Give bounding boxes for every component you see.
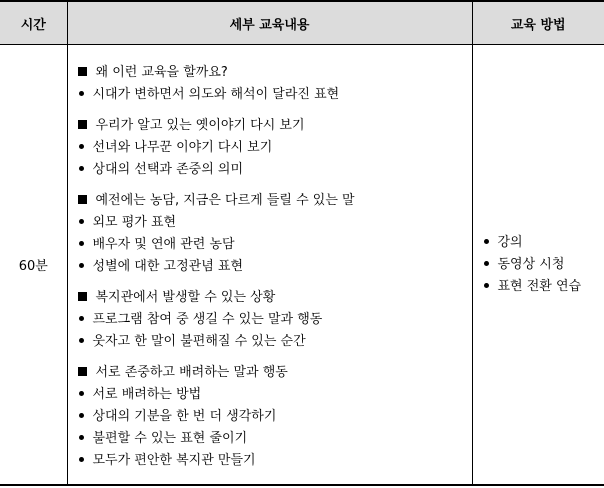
method-item: 동영상 시청 (480, 254, 604, 276)
header-time: 시간 (0, 1, 67, 45)
dot-bullet-icon (484, 283, 489, 288)
dot-bullet-icon (79, 457, 84, 462)
dot-bullet-icon (79, 391, 84, 396)
dot-bullet-icon (79, 91, 84, 96)
section-title: 왜 이런 교육을 할까요? (75, 62, 472, 84)
square-bullet-icon (78, 120, 87, 129)
dot-bullet-icon (79, 219, 84, 224)
square-bullet-icon (78, 292, 87, 301)
table-row (0, 45, 604, 486)
dot-bullet-icon (79, 316, 84, 321)
list-item: 프로그램 참여 중 생길 수 있는 말과 행동 (75, 309, 472, 331)
dot-bullet-icon (79, 338, 84, 343)
content-cell (67, 45, 472, 486)
dot-bullet-icon (79, 263, 84, 268)
method-item: 표현 전환 연습 (480, 276, 604, 298)
header-content: 세부 교육내용 (67, 1, 472, 45)
dot-bullet-icon (79, 166, 84, 171)
method-cell (472, 45, 604, 486)
time-cell: 60분 (0, 45, 67, 486)
list-item: 웃자고 한 말이 불편해질 수 있는 순간 (75, 331, 472, 353)
section-respect (75, 362, 472, 472)
section-why (75, 62, 472, 106)
section-title: 예전에는 농담, 지금은 다르게 들릴 수 있는 말 (75, 190, 472, 212)
section-jokes (75, 190, 472, 278)
dot-bullet-icon (79, 144, 84, 149)
list-item: 성별에 대한 고정관념 표현 (75, 256, 472, 278)
header-method: 교육 방법 (472, 1, 604, 45)
list-item: 선녀와 나무꾼 이야기 다시 보기 (75, 137, 472, 159)
section-situations (75, 287, 472, 353)
section-title: 서로 존중하고 배려하는 말과 행동 (75, 362, 472, 384)
section-title: 우리가 알고 있는 옛이야기 다시 보기 (75, 115, 472, 137)
square-bullet-icon (78, 195, 87, 204)
dot-bullet-icon (484, 261, 489, 266)
list-item: 외모 평가 표현 (75, 212, 472, 234)
section-title: 복지관에서 발생할 수 있는 상황 (75, 287, 472, 309)
method-item: 강의 (480, 232, 604, 254)
list-item: 모두가 편안한 복지관 만들기 (75, 450, 472, 472)
dot-bullet-icon (79, 435, 84, 440)
list-item: 서로 배려하는 방법 (75, 384, 472, 406)
list-item: 불편할 수 있는 표현 줄이기 (75, 428, 472, 450)
section-old-stories (75, 115, 472, 181)
list-item: 상대의 기분을 한 번 더 생각하기 (75, 406, 472, 428)
list-item: 시대가 변하면서 의도와 해석이 달라진 표현 (75, 84, 472, 106)
list-item: 배우자 및 연애 관련 농담 (75, 234, 472, 256)
dot-bullet-icon (79, 413, 84, 418)
square-bullet-icon (78, 367, 87, 376)
header-row (0, 1, 604, 45)
dot-bullet-icon (484, 239, 489, 244)
square-bullet-icon (78, 67, 87, 76)
dot-bullet-icon (79, 241, 84, 246)
list-item: 상대의 선택과 존중의 의미 (75, 159, 472, 181)
